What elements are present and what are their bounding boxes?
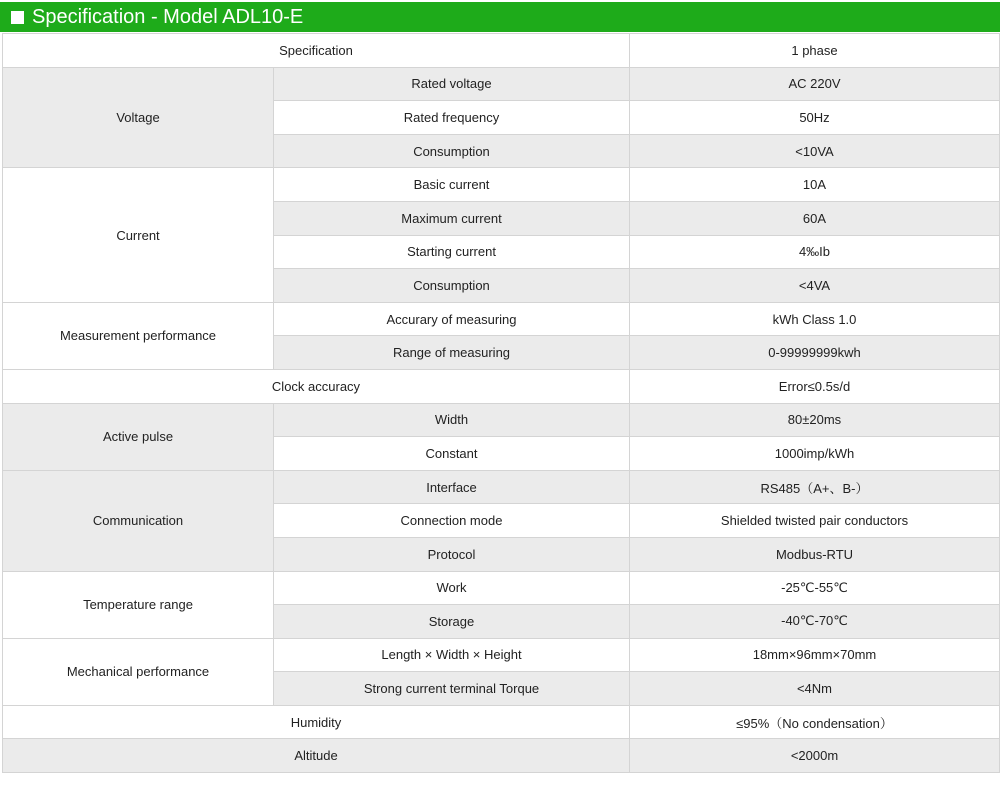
table-row [3, 34, 1000, 68]
group-current: Current [3, 168, 274, 302]
group-communication: Communication [3, 470, 274, 571]
humidity-value: ≤95%（No condensation） [630, 705, 1000, 739]
row-label: Maximum current [274, 201, 630, 235]
altitude-value: <2000m [630, 739, 1000, 773]
row-label: Interface [274, 470, 630, 504]
spec-value: 1 phase [630, 34, 1000, 68]
row-value: 80±20ms [630, 403, 1000, 437]
row-label: Storage [274, 605, 630, 639]
row-label: Rated voltage [274, 67, 630, 101]
humidity-label: Humidity [3, 705, 630, 739]
section-header [0, 2, 1000, 32]
table-row [3, 571, 1000, 605]
altitude-label: Altitude [3, 739, 630, 773]
table-row [3, 168, 1000, 202]
row-label: Range of measuring [274, 336, 630, 370]
group-measurement: Measurement performance [3, 302, 274, 369]
row-label: Basic current [274, 168, 630, 202]
row-value: 0-99999999kwh [630, 336, 1000, 370]
row-label: Consumption [274, 134, 630, 168]
row-value: <4VA [630, 269, 1000, 303]
row-value: 18mm×96mm×70mm [630, 638, 1000, 672]
row-label: Strong current terminal Torque [274, 672, 630, 706]
row-value: -25℃-55℃ [630, 571, 1000, 605]
row-label: Protocol [274, 537, 630, 571]
group-voltage: Voltage [3, 67, 274, 168]
section-title: Specification - Model ADL10-E [32, 6, 304, 28]
row-value: 50Hz [630, 101, 1000, 135]
row-value: 10A [630, 168, 1000, 202]
row-label: Constant [274, 437, 630, 471]
square-icon [11, 11, 24, 24]
group-pulse: Active pulse [3, 403, 274, 470]
row-label: Work [274, 571, 630, 605]
row-value: Shielded twisted pair conductors [630, 504, 1000, 538]
table-row [3, 705, 1000, 739]
row-label: Starting current [274, 235, 630, 269]
table-row [3, 67, 1000, 101]
spec-label: Specification [3, 34, 630, 68]
row-value: <10VA [630, 134, 1000, 168]
clock-value: Error≤0.5s/d [630, 369, 1000, 403]
row-value: 1000imp/kWh [630, 437, 1000, 471]
table-row [3, 403, 1000, 437]
table-row [3, 369, 1000, 403]
clock-label: Clock accuracy [3, 369, 630, 403]
specification-table [2, 33, 1000, 773]
group-temperature: Temperature range [3, 571, 274, 638]
table-row [3, 638, 1000, 672]
table-row [3, 739, 1000, 773]
row-value: RS485（A+、B-） [630, 470, 1000, 504]
row-value: -40℃-70℃ [630, 605, 1000, 639]
row-value: Modbus-RTU [630, 537, 1000, 571]
row-value: AC 220V [630, 67, 1000, 101]
row-label: Width [274, 403, 630, 437]
row-label: Accurary of measuring [274, 302, 630, 336]
row-value: 60A [630, 201, 1000, 235]
row-value: kWh Class 1.0 [630, 302, 1000, 336]
table-row [3, 470, 1000, 504]
row-label: Consumption [274, 269, 630, 303]
row-value: 4‰Ib [630, 235, 1000, 269]
row-label: Length × Width × Height [274, 638, 630, 672]
row-label: Connection mode [274, 504, 630, 538]
group-mechanical: Mechanical performance [3, 638, 274, 705]
row-label: Rated frequency [274, 101, 630, 135]
table-row [3, 302, 1000, 336]
row-value: <4Nm [630, 672, 1000, 706]
